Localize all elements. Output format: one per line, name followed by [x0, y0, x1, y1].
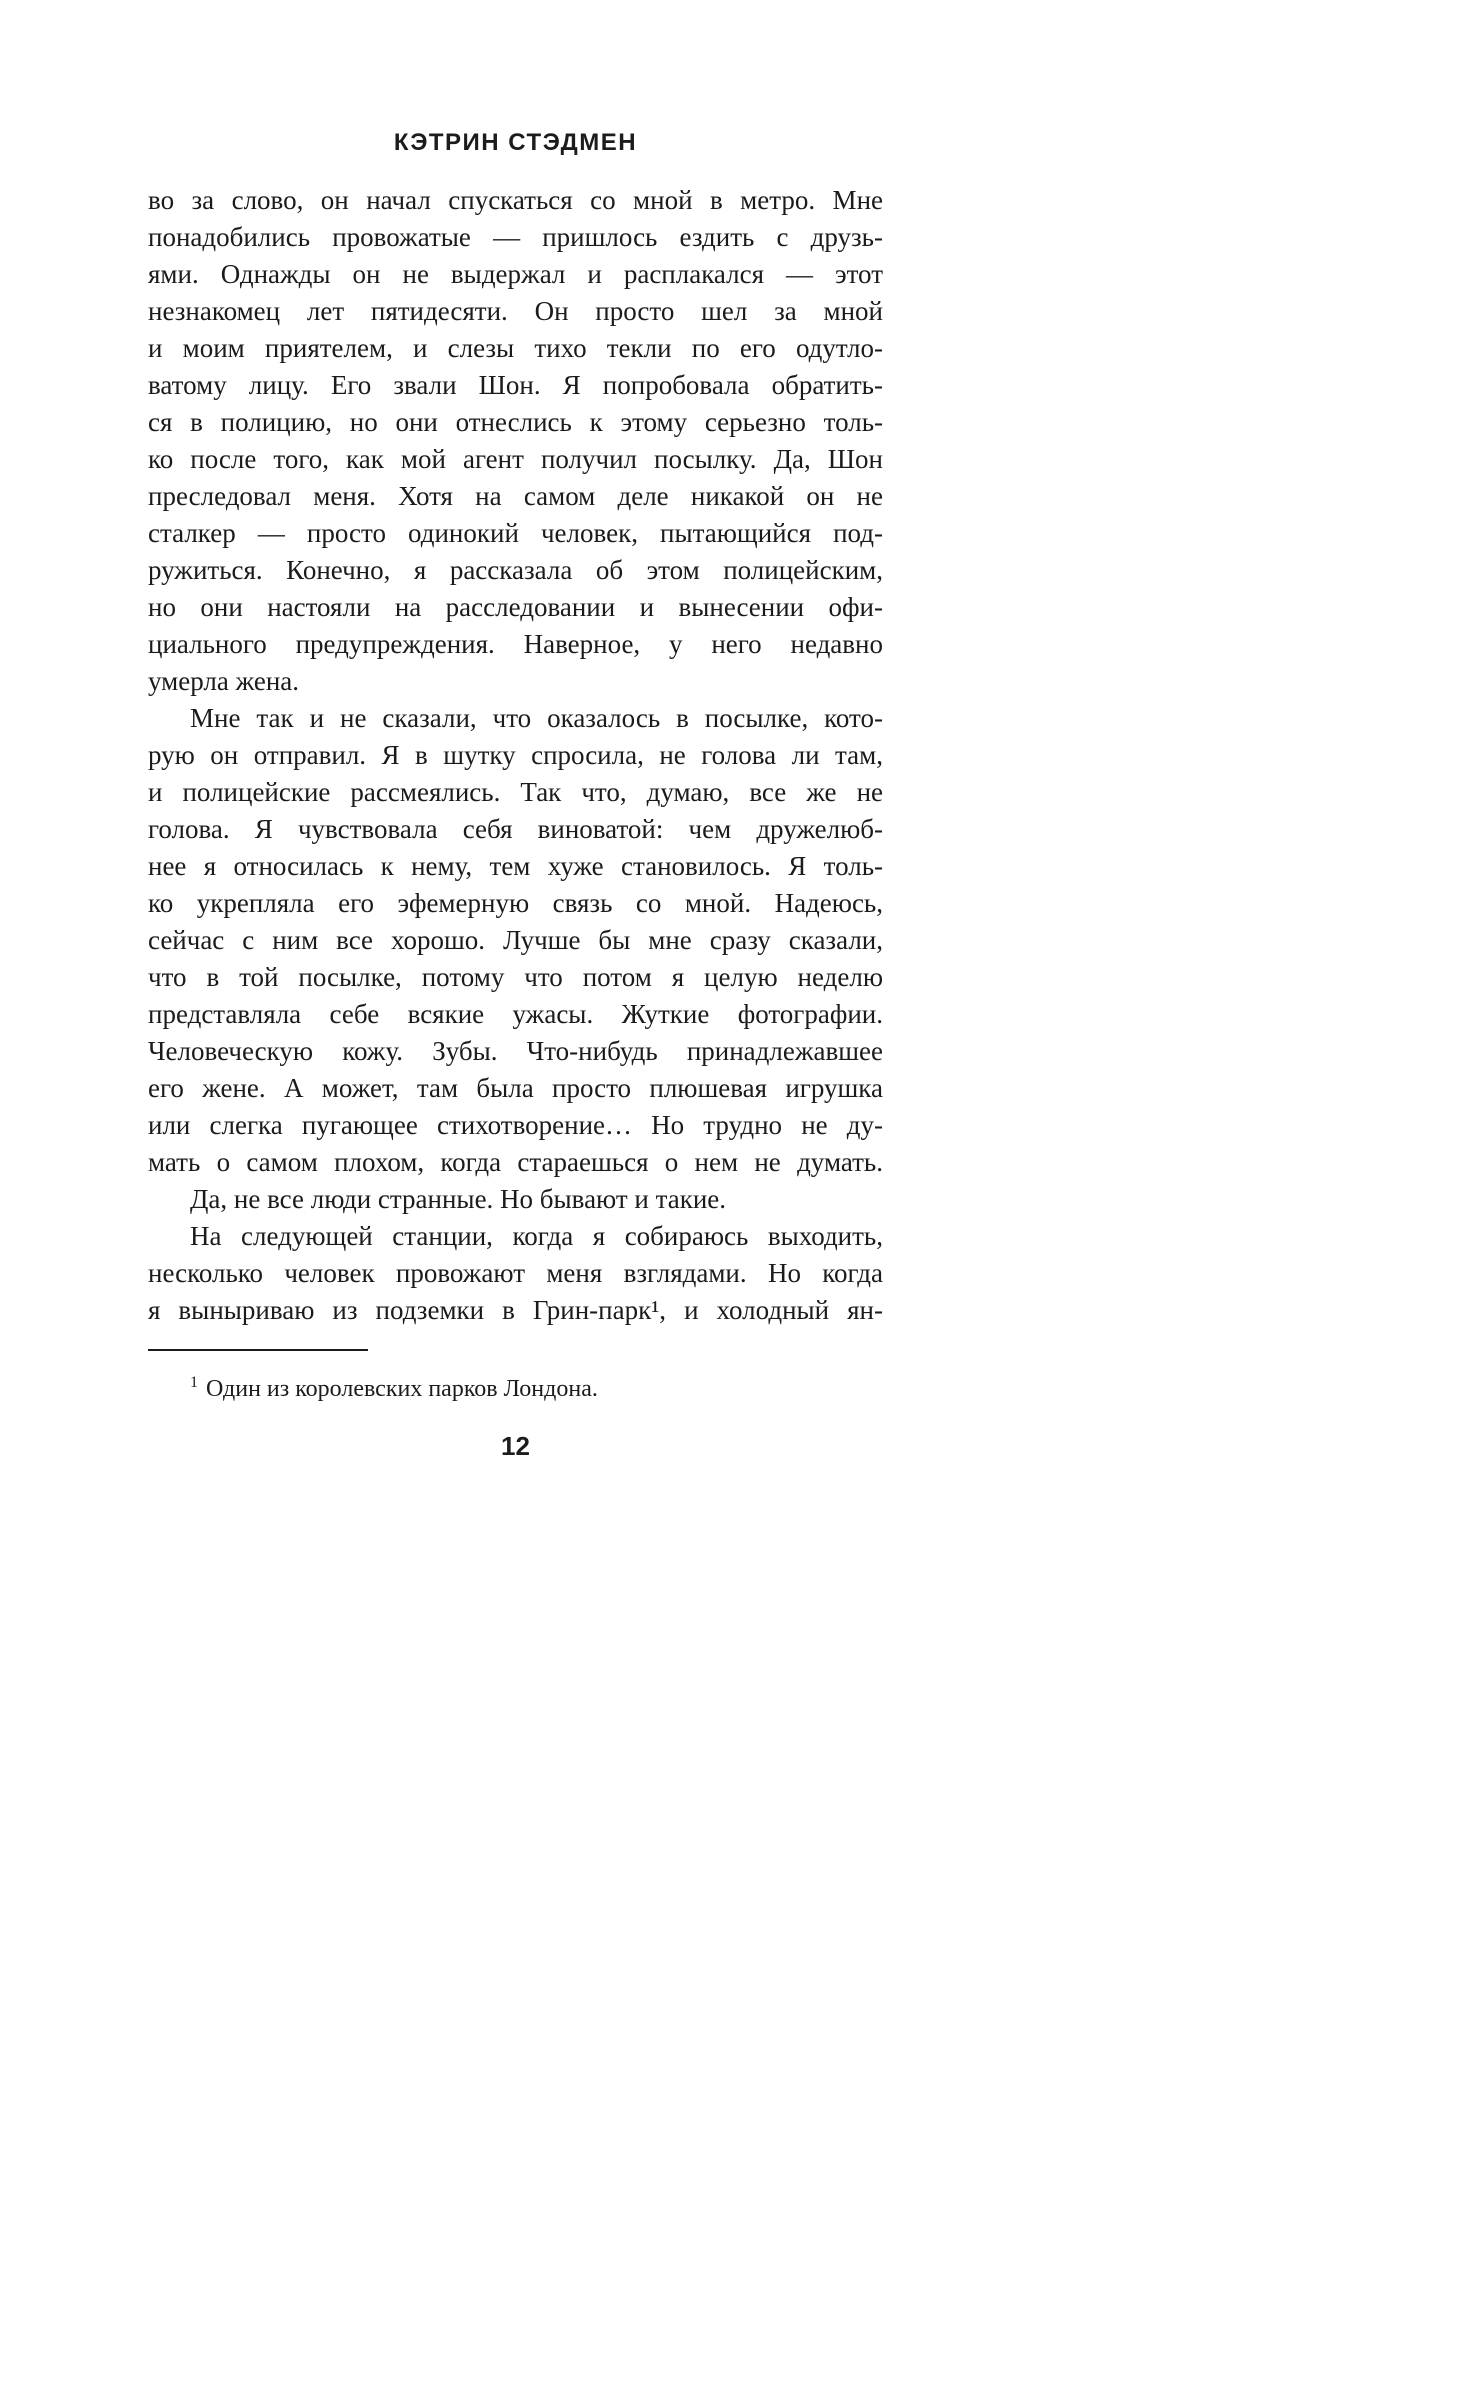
running-header: КЭТРИН СТЭДМЕН: [393, 129, 638, 156]
text-line: нее я относилась к нему, тем хуже становилось. Я толь-: [148, 851, 883, 881]
text-line: На следующей станции, когда я собираюсь выходить,: [190, 1221, 883, 1251]
page-number: 12: [501, 1431, 530, 1461]
text-line: понадобились провожатые — пришлось ездить с друзь-: [148, 222, 883, 252]
footnote-divider: [148, 1349, 368, 1351]
text-line: несколько человек провожают меня взглядами. Но когда: [148, 1258, 883, 1288]
text-line: сталкер — просто одинокий человек, пытающийся под-: [148, 518, 883, 548]
footnote-text: Один из королевских парков Лондона.: [206, 1376, 598, 1402]
footnote: [148, 1367, 883, 1405]
text-line: мать о самом плохом, когда стараешься о нем не думать.: [148, 1147, 883, 1177]
text-line: ко после того, как мой агент получил посылку. Да, Шон: [148, 444, 883, 474]
text-line: и полицейские рассмеялись. Так что, думаю, все же не: [148, 777, 883, 807]
text-line: ся в полицию, но они отнеслись к этому серьезно толь-: [148, 407, 883, 437]
text-line: но они настояли на расследовании и вынесении офи-: [148, 592, 883, 622]
footnote-marker: 1: [190, 1374, 198, 1391]
text-line: рую он отправил. Я в шутку спросила, не голова ли там,: [148, 740, 883, 770]
text-line: Человеческую кожу. Зубы. Что-нибудь принадлежавшее: [148, 1036, 883, 1066]
text-line: ружиться. Конечно, я рассказала об этом полицейским,: [148, 555, 883, 585]
text-line: представляла себе всякие ужасы. Жуткие фотографии.: [148, 999, 883, 1029]
text-line: умерла жена.: [148, 666, 300, 696]
body-text: [148, 182, 883, 1329]
page-content: [148, 0, 883, 1461]
text-line: ко укрепляла его эфемерную связь со мной. Надеюсь,: [148, 888, 883, 918]
text-line: и моим приятелем, и слезы тихо текли по его одутло-: [148, 333, 883, 363]
text-line: сейчас с ним все хорошо. Лучше бы мне сразу сказали,: [148, 925, 883, 955]
text-line: голова. Я чувствовала себя виноватой: чем дружелюб-: [148, 814, 883, 844]
text-line: циального предупреждения. Наверное, у него недавно: [148, 629, 883, 659]
text-line: Мне так и не сказали, что оказалось в посылке, кото-: [190, 703, 883, 733]
text-line: ями. Однажды он не выдержал и расплакался — этот: [148, 259, 883, 289]
text-line: во за слово, он начал спускаться со мной в метро. Мне: [148, 185, 883, 215]
text-line: преследовал меня. Хотя на самом деле никакой он не: [148, 481, 883, 511]
text-line: ватому лицу. Его звали Шон. Я попробовала обратить-: [148, 370, 883, 400]
text-line: его жене. А может, там была просто плюшевая игрушка: [148, 1073, 883, 1103]
text-line: что в той посылке, потому что потом я целую неделю: [148, 962, 883, 992]
text-line: незнакомец лет пятидесяти. Он просто шел за мной: [148, 296, 883, 326]
text-line: или слегка пугающее стихотворение… Но трудно не ду-: [148, 1110, 883, 1140]
text-line: я выныриваю из подземки в Грин-парк¹, и холодный ян-: [148, 1295, 883, 1325]
text-line: Да, не все люди странные. Но бывают и такие.: [190, 1184, 727, 1214]
